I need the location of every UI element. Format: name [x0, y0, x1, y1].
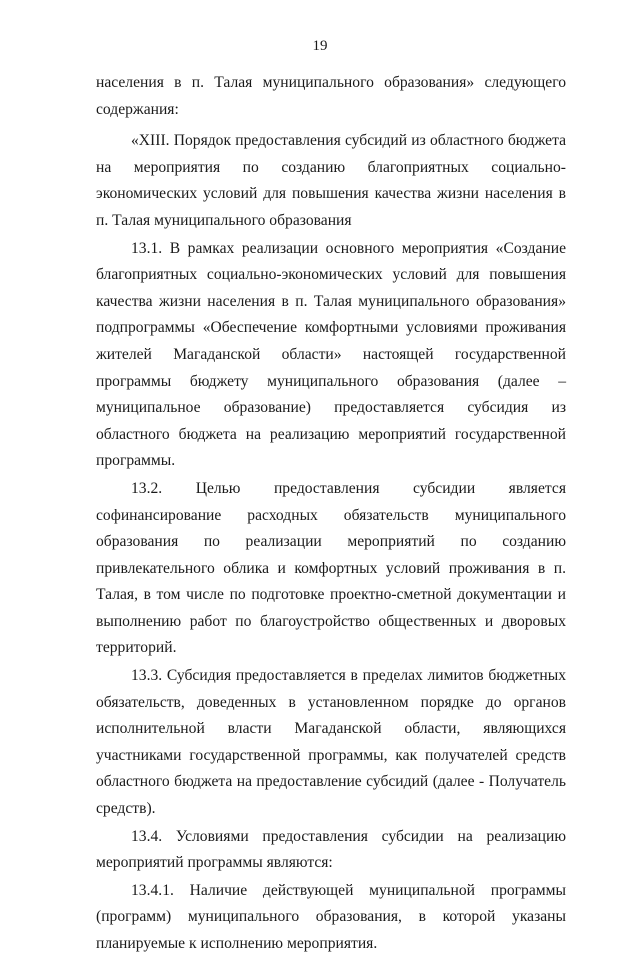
document-body	[96, 70, 566, 958]
paragraph-13-3: 13.3. Субсидия предоставляется в пределах лимитов бюджетных обязательств, доведенных в установленном порядке до органов исполнительной власти Магаданской области, являющихся участниками государственной программы, как получателей средств областного бюджета на предоставление субсидий (далее - Получатель средств).	[96, 667, 566, 818]
paragraph-continuation: населения в п. Талая муниципального образования» следующего содержания:	[96, 74, 566, 118]
paragraph-13-4-1: 13.4.1. Наличие действующей муниципальной программы (программ) муниципального образования, в которой указаны планируемые к исполнению мероприятия.	[96, 881, 566, 952]
paragraph-13-1: 13.1. В рамках реализации основного мероприятия «Создание благоприятных социально-экономических условий для повышения качества жизни населения в п. Талая муниципального образования» подпрограммы «Обеспечение комфортными условиями проживания жителей Магаданской области» настоящей государственной программы бюджету муниципального образования (далее – муниципальное образование) предоставляется субсидия из областного бюджета на реализацию мероприятий государственной программы.	[96, 239, 566, 470]
paragraph-13-4: 13.4. Условиями предоставления субсидии на реализацию мероприятий программы являются:	[96, 827, 566, 872]
page-number: 19	[312, 38, 328, 54]
paragraph-13-2: 13.2. Целью предоставления субсидии является софинансирование расходных обязательств муниципального образования по реализации мероприятий по созданию привлекательного облика и комфортных условий проживания в п. Талая, в том числе по подготовке проектно-сметной документации и выполнению работ по благоустройство общественных и дворовых территорий.	[96, 479, 566, 657]
section-heading-xiii: «XIII. Порядок предоставления субсидий из областного бюджета на мероприятия по созданию благоприятных социально-экономических условий для повышения качества жизни населения в п. Талая муниципального образования	[96, 132, 566, 229]
